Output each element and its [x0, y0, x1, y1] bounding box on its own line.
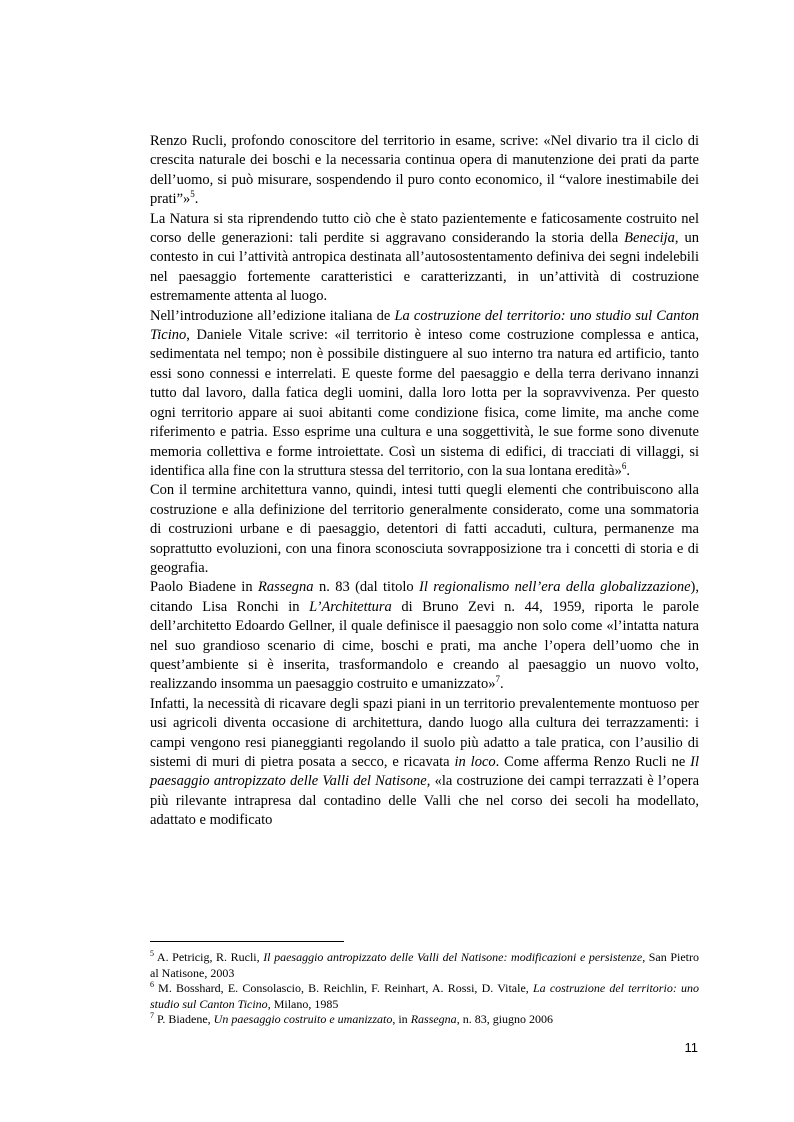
footnote-ref-5: 5 — [190, 189, 195, 200]
paragraph-4: Con il termine architettura vanno, quindi, intesi tutti quegli elementi che contribuiscono alla costruzione e alla definizione del territorio generalmente considerato, come una sommatoria di costruzioni urbane e di paesaggio, detentori di fatti accaduti, cultura, permanenze ma soprattutto evoluzioni, con una finora sconosciuta sovrapposizione tra i concetti di storia e di geografia. — [150, 482, 699, 576]
footnote-ref-7: 7 — [495, 674, 500, 685]
paragraph-6: Infatti, la necessità di ricavare degli spazi piani in un territorio prevalentemente montuoso per usi agricoli diventa occasione di architettura, dando luogo alla cultura dei terrazzamenti: i campi vengono resi pianeggianti regolando il suolo più adatto a tale pratica, con l’ausilio di sistemi di muri di pietra posata a secco, e ricavata in loco. Come afferma Renzo Rucli ne Il paesaggio antropizzato delle Valli del Natisone, «la costruzione dei campi terrazzati è l’opera più rilevante intrapresa dal contadino delle Valli che nel corso dei secoli ha modellato, adattato e modificato — [150, 695, 700, 829]
paragraph-5: Paolo Biadene in Rassegna n. 83 (dal titolo Il regionalismo nell’era della globalizzazione), citando Lisa Ronchi in L’Architettura di Bruno Zevi n. 44, 1959, riporta le parole dell’architetto Edoardo Gellner, il quale definisce il paesaggio non solo come «l’intatta natura nel suo grandioso scenario di cime, boschi e prati, ma anche l’opera dell’uomo che in quest’ambiente si è inserita, trasformandolo e creando al paesaggio un nuovo volto, realizzando insomma un paesaggio costruito e umanizzato»$^7$. — [150, 579, 699, 693]
footnote-7: $^7$ P. Biadene, Un paesaggio costruito e umanizzato, in Rassegna, n. 83, giugno 2006 — [150, 1011, 554, 1026]
paragraph-2: La Natura si sta riprendendo tutto ciò che è stato pazientemente e faticosamente costruito nel corso delle generazioni: tali perdite si aggravano considerando la storia della Benecija, un contesto in cui l’attività antropica destinata all’autosostentamento definiva dei segni indelebili nel paesaggio fortemente caratteristici e caratterizzanti, in un’attività di costruzione estremamente attenta al luogo. — [150, 210, 700, 305]
footnote-ref-6: 6 — [621, 461, 627, 472]
body-text — [150, 132, 699, 831]
page-number: 11 — [684, 1040, 698, 1055]
footnote-separator — [150, 941, 344, 942]
paragraph-3: Nell’introduzione all’edizione italiana de La costruzione del territorio: uno studio sul Canton Ticino, Daniele Vitale scrive: «il territorio è inteso come costruzione complessa e antica, sedimentata nel tempo; non è possibile distinguere al suo interno tra natura ed artificio, tanto essi sono connessi e interrelati. E queste forme del paesaggio e della terra derivano innanzi tutto dal lavoro, dalla fatica degli uomini, dalla loro lotta per la sopravvivenza. Per questo ogni territorio appare ai suoi abitanti come condizione fisica, come limite, ma anche come riferimento e patria. Esso esprime una cultura e una soggettività, le sue forme sono divenute memoria collettiva e forme introiettate. Così un sistema di edifici, di tracciati di villaggi, si identifica alla fine con la struttura stessa del territorio, con la sua lontana eredità»$^6$. — [150, 307, 700, 479]
paragraph-1: Renzo Rucli, profondo conoscitore del territorio in esame, scrive: «Nel divario tra il ciclo di crescita naturale dei boschi e la necessaria continua opera di manutenzione dei prati da parte dell’uomo, si può misurare, sospendendo il puro conto economico, il “valore inestimabile dei prati”»$^5$. — [150, 133, 699, 208]
footnote-5: $^5$ A. Petricig, R. Rucli, Il paesaggio antropizzato delle Valli del Natisone: modificazioni e persistenze, San Pietro al Natisone, 2003 — [150, 949, 699, 980]
footnote-6: $^6$ M. Bosshard, E. Consolascio, B. Reichlin, F. Reinhart, A. Rossi, D. Vitale, La costruzione del territorio: uno studio sul Canton Ticino, Milano, 1985 — [150, 980, 699, 1011]
footnotes — [150, 950, 699, 1028]
